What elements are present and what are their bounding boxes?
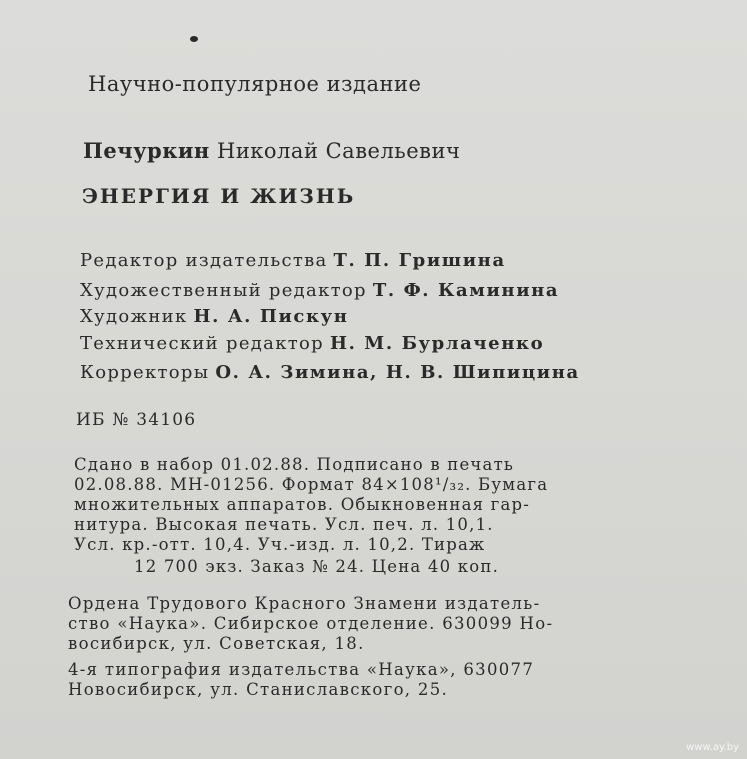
book-title: ЭНЕРГИЯ И ЖИЗНЬ bbox=[82, 184, 356, 208]
author-surname: Печуркин bbox=[83, 138, 210, 163]
credit-name: Н. А. Пискун bbox=[193, 306, 349, 327]
credit-line bbox=[80, 306, 348, 327]
author-line bbox=[83, 138, 460, 163]
publisher-line: Ордена Трудового Красного Знамени издатель- bbox=[68, 594, 541, 613]
credit-role: Корректоры bbox=[80, 362, 210, 383]
imprint-line: 12 700 экз. Заказ № 24. Цена 40 коп. bbox=[134, 557, 500, 576]
imprint-line: Усл. кр.-отт. 10,4. Уч.-изд. л. 10,2. Тираж bbox=[74, 535, 486, 554]
credit-line bbox=[80, 250, 506, 271]
credit-line bbox=[80, 280, 559, 301]
printer-line: Новосибирск, ул. Станиславского, 25. bbox=[68, 680, 449, 699]
imprint-line: 02.08.88. МН-01256. Формат 84×108¹/₃₂. Бумага bbox=[74, 475, 549, 494]
credit-line bbox=[80, 333, 544, 354]
credit-line bbox=[80, 362, 580, 383]
credit-role: Художественный редактор bbox=[80, 280, 367, 301]
ib-number: ИБ № 34106 bbox=[76, 410, 197, 430]
credit-name: Т. Ф. Каминина bbox=[372, 280, 560, 301]
imprint-line: множительных аппаратов. Обыкновенная гар- bbox=[74, 495, 531, 514]
author-given-names: Николай Савельевич bbox=[217, 139, 461, 163]
genre-line: Научно-популярное издание bbox=[88, 72, 422, 96]
printer-line: 4-я типография издательства «Наука», 630077 bbox=[68, 660, 535, 679]
credit-role: Редактор издательства bbox=[80, 250, 328, 271]
credit-name: О. А. Зимина, Н. В. Шипицина bbox=[215, 362, 580, 383]
publisher-line: ство «Наука». Сибирское отделение. 630099 Но- bbox=[68, 614, 554, 633]
credit-role: Художник bbox=[80, 306, 188, 327]
credit-role: Технический редактор bbox=[80, 333, 324, 354]
credit-name: Н. М. Бурлаченко bbox=[329, 333, 545, 354]
ink-dot bbox=[190, 36, 198, 42]
imprint-line: Сдано в набор 01.02.88. Подписано в печать bbox=[74, 455, 515, 474]
publisher-line: восибирск, ул. Советская, 18. bbox=[68, 634, 365, 653]
imprint-line: нитура. Высокая печать. Усл. печ. л. 10,1. bbox=[74, 515, 494, 534]
credit-name: Т. П. Гришина bbox=[333, 250, 506, 271]
watermark: www.ay.by bbox=[686, 742, 739, 753]
